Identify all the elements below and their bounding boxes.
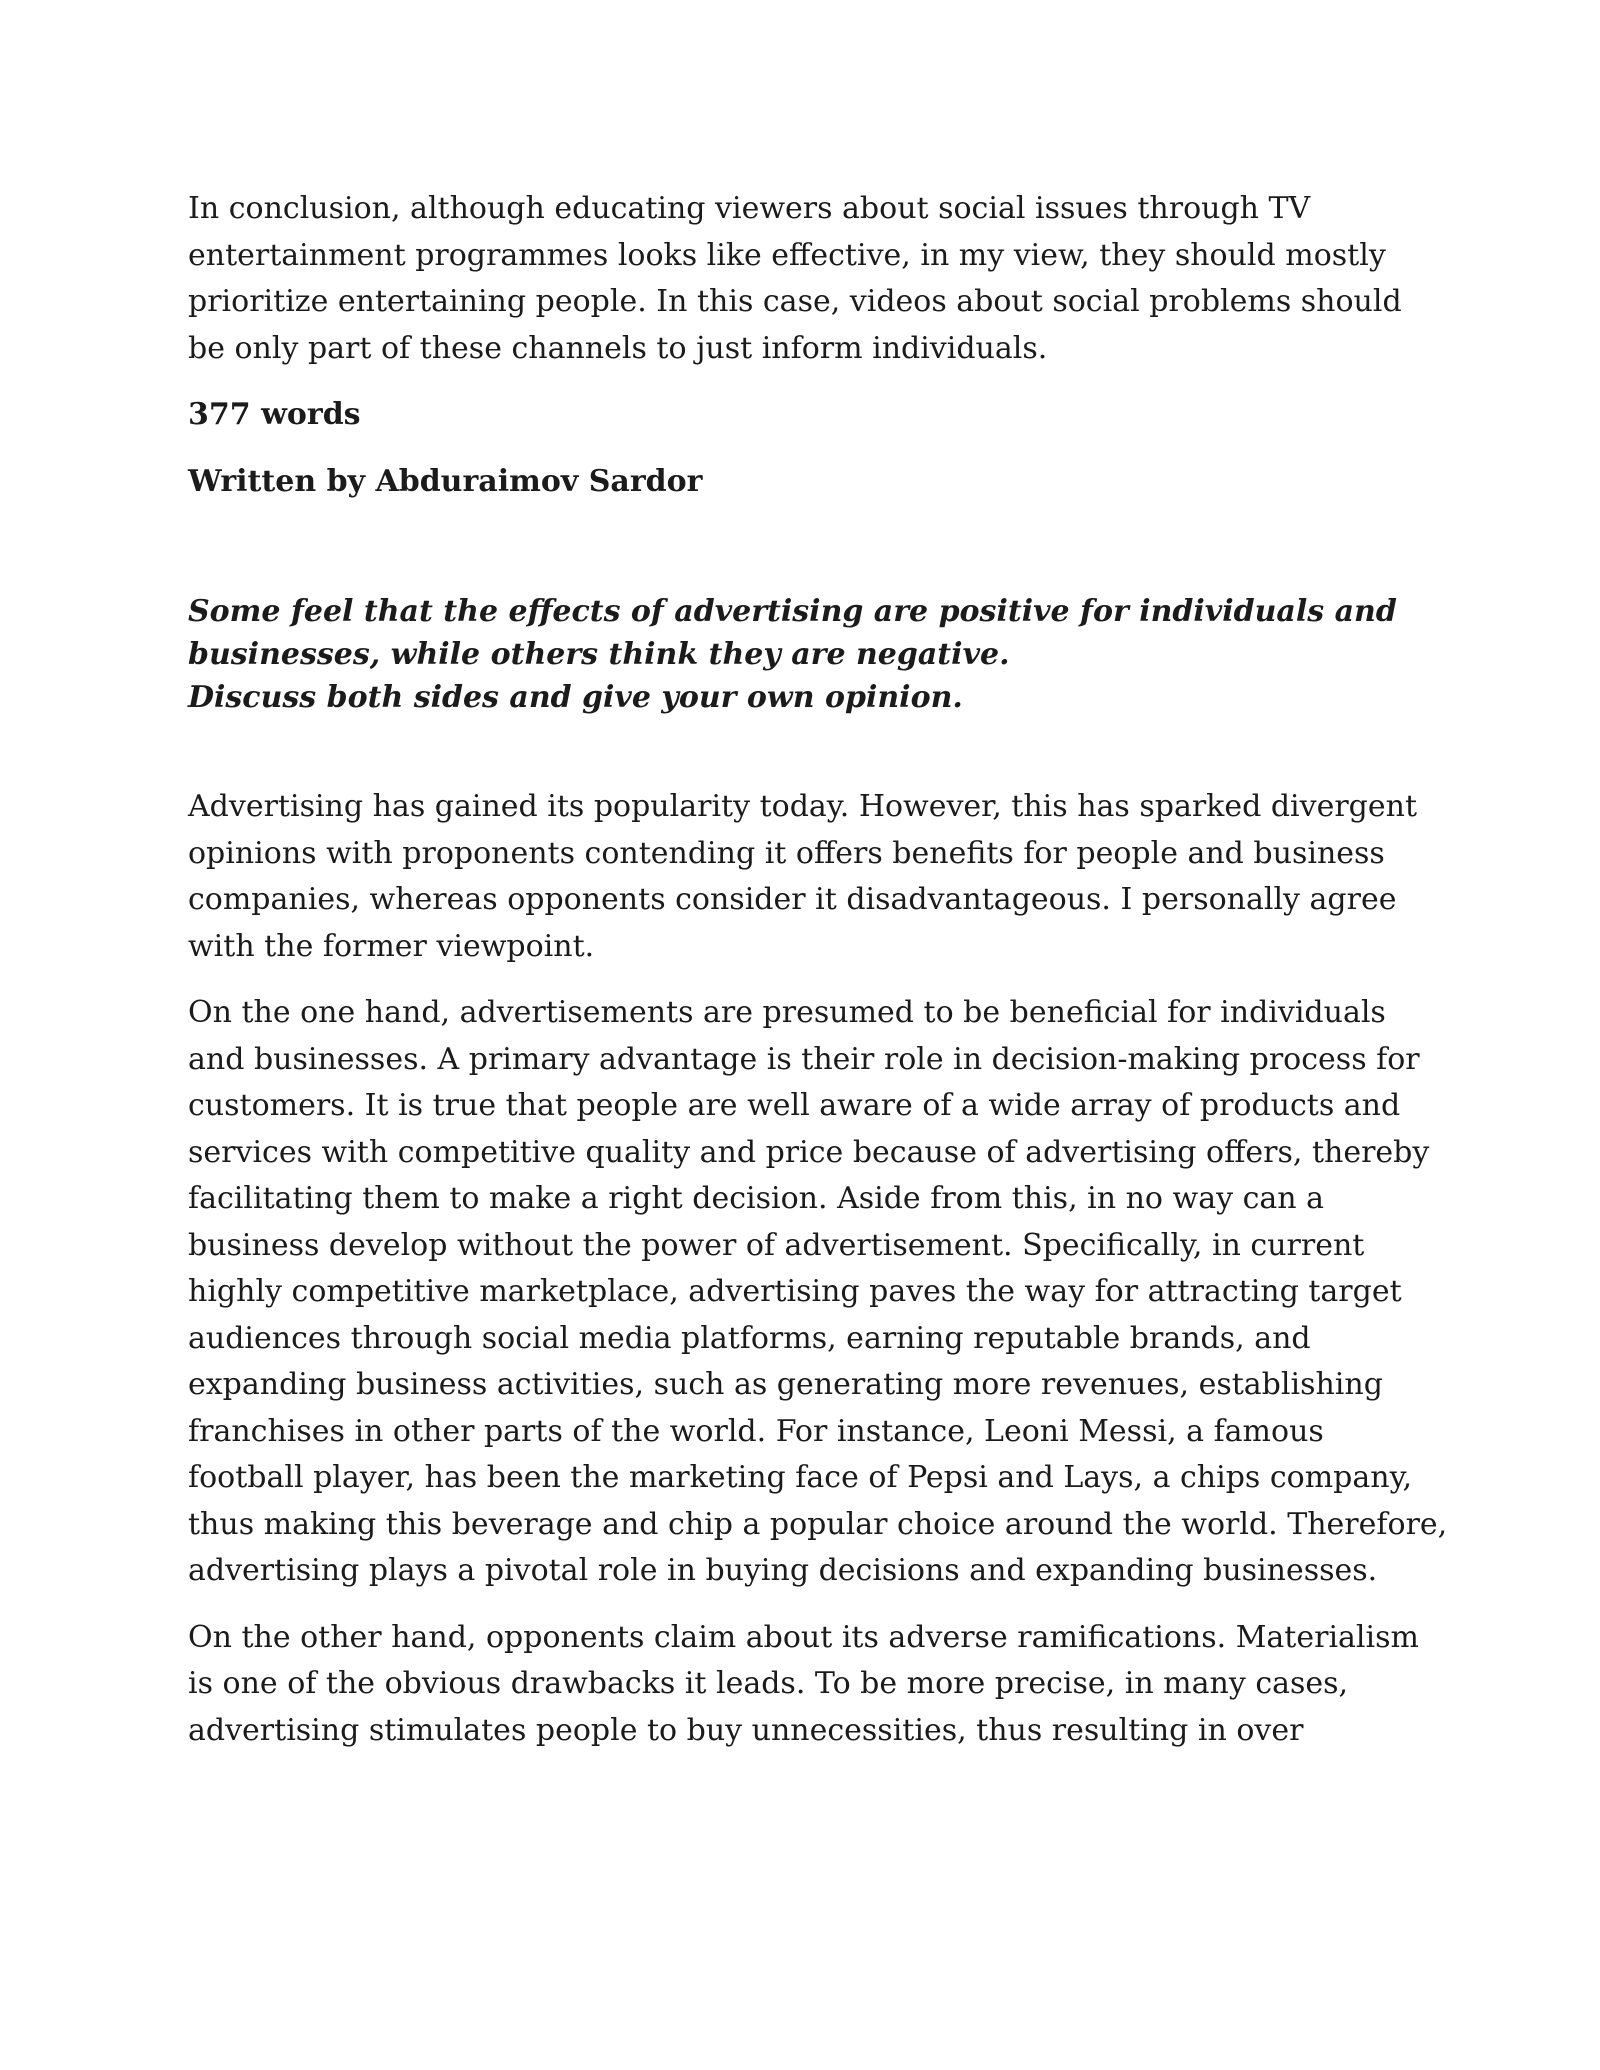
word-count: 377 words [188, 397, 361, 432]
conclusion-paragraph: In conclusion, although educating viewers about social issues through TV entertainment programmes looks like effective, in my view, they should mostly prioritize entertaining people. In this case, videos about social problems should be only part of these channels to just inform individuals. [188, 191, 1402, 366]
prompt-line-1: Some feel that the effects of advertising are positive for individuals and [188, 594, 1397, 629]
document-page [188, 186, 1448, 1774]
essay-body [188, 784, 1448, 1754]
essay-prompt [188, 590, 1448, 719]
author-line: Written by Abduraimov Sardor [188, 463, 703, 499]
body-paragraph-2: On the other hand, opponents claim about its adverse ramifications. Materialism is one of the obvious drawbacks it leads. To be more precise, in many cases, advertising stimulates people to buy unnecessities, thus resulting in over [188, 1619, 1419, 1748]
intro-paragraph: Advertising has gained its popularity today. However, this has sparked divergent opinions with proponents contending it offers benefits for people and business companies, whereas opponents consider it disadvantageous. I personally agree with the former viewpoint. [188, 789, 1418, 964]
body-paragraph-1: On the one hand, advertisements are presumed to be beneficial for individuals and businesses. A primary advantage is their role in decision-making process for customers. It is true that people are well aware of a wide array of products and services with competitive quality and price because of advertising offers, thereby facilitating them to make a right decision. Aside from this, in no way can a business develop without the power of advertisement. Specifically, in current highly competitive marketplace, advertising paves the way for attracting target audiences through social media platforms, earning reputable brands, and expanding business activities, such as generating more revenues, establishing franchises in other parts of the world. For instance, Leoni Messi, a famous football player, has been the marketing face of Pepsi and Lays, a chips company, thus making this beverage and chip a popular choice around the world. Therefore, advertising plays a pivotal role in buying decisions and expanding businesses. [188, 995, 1448, 1588]
prompt-line-3: Discuss both sides and give your own opinion. [188, 680, 963, 715]
prompt-line-2: businesses, while others think they are negative. [188, 637, 1010, 672]
